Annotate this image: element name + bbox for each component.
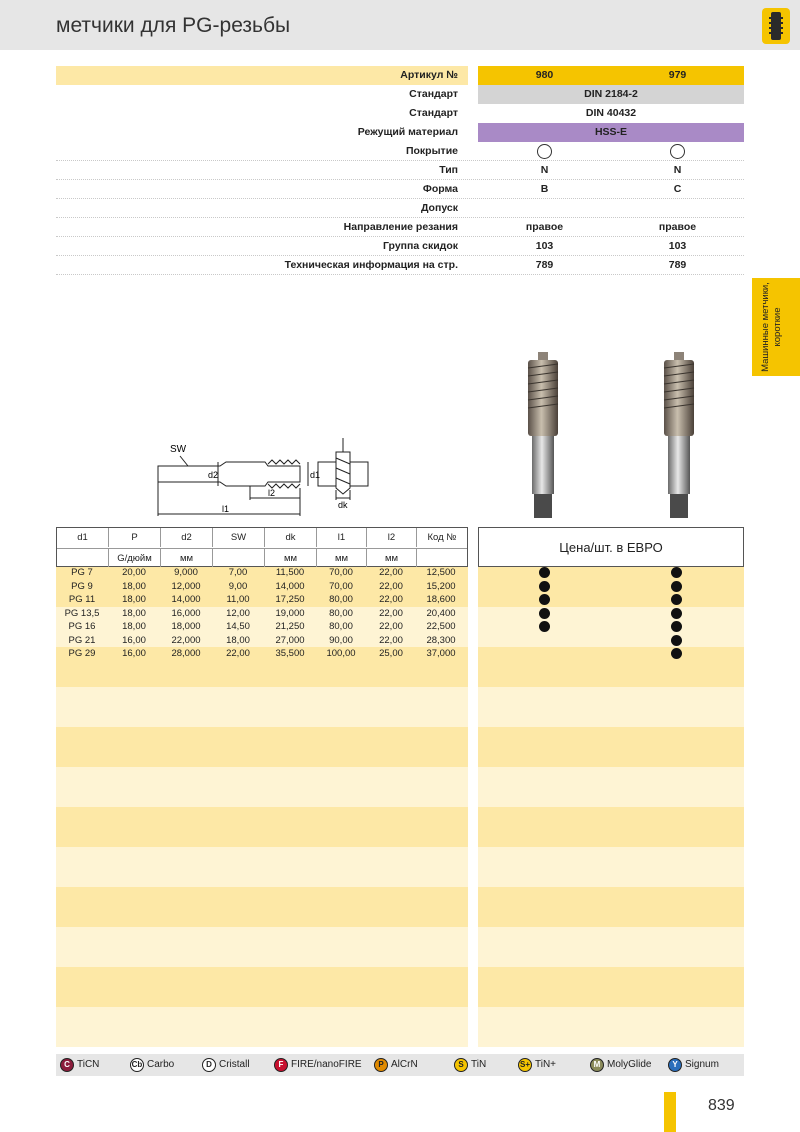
coating-badge-icon: D	[202, 1058, 216, 1072]
column-unit: мм	[265, 548, 317, 567]
table-cell: 22,00	[379, 634, 403, 646]
table-cell: 12,00	[226, 607, 250, 619]
spec-label: Стандарт	[409, 107, 458, 119]
table-cell: 35,500	[275, 648, 305, 659]
table-band	[478, 807, 744, 847]
coating-badge-icon: F	[274, 1058, 288, 1072]
page-header	[0, 0, 800, 50]
label-sw: SW	[170, 444, 187, 455]
column-header: d2	[161, 528, 213, 547]
coating-badge-icon: S	[454, 1058, 468, 1072]
table-row	[56, 620, 468, 634]
spec-value: 103	[668, 240, 687, 252]
table-cell: 16,00	[122, 648, 146, 659]
spec-value: N	[540, 164, 549, 176]
spec-label: Форма	[422, 183, 458, 195]
table-band	[478, 927, 744, 967]
table-band	[56, 807, 468, 847]
coating-badge-icon: M	[590, 1058, 604, 1072]
spec-label: Допуск	[420, 202, 458, 214]
availability-dot	[671, 635, 682, 646]
table-cell: 28,000	[171, 648, 201, 659]
table-band	[56, 847, 468, 887]
availability-dot	[539, 608, 550, 619]
legend-label: TiN	[471, 1059, 487, 1070]
table-cell: 20,00	[122, 567, 146, 578]
spec-value: HSS-E	[594, 126, 628, 138]
tap-979-image	[648, 352, 708, 522]
table-cell: 22,00	[379, 607, 403, 619]
coating-badge-icon: S+	[518, 1058, 532, 1072]
spec-value: 103	[535, 240, 554, 252]
table-cell: PG 16	[68, 621, 96, 632]
availability-dot	[671, 621, 682, 632]
table-cell: 18,00	[122, 594, 146, 605]
spec-value: C	[673, 183, 682, 195]
column-header: P	[109, 528, 161, 547]
availability-dot	[539, 621, 550, 632]
spec-value: 979	[668, 69, 687, 81]
legend-item	[60, 1058, 99, 1072]
coating-badge-icon: Y	[668, 1058, 682, 1072]
table-band	[56, 727, 468, 767]
table-row	[56, 647, 468, 661]
table-row	[56, 593, 468, 607]
availability-dot	[539, 567, 550, 578]
spec-label: Тип	[439, 164, 458, 176]
table-cell: 18,600	[426, 594, 456, 605]
spec-label: Техническая информация на стр.	[284, 259, 458, 271]
label-dk: dk	[338, 500, 348, 510]
column-unit: мм	[161, 548, 213, 567]
table-cell: 16,000	[171, 607, 201, 619]
table-band	[478, 847, 744, 887]
table-band	[478, 967, 744, 1007]
column-unit	[57, 548, 109, 567]
table-cell: 70,00	[329, 580, 353, 592]
legend-item	[130, 1058, 174, 1072]
coating-badge-icon: C	[60, 1058, 74, 1072]
column-header: Код №	[427, 532, 457, 543]
coating-badge-icon: P	[374, 1058, 388, 1072]
availability-dot	[539, 594, 550, 605]
table-cell: 14,000	[275, 580, 305, 592]
spec-value: 980	[535, 69, 554, 81]
table-band	[56, 687, 468, 727]
column-header: dk	[265, 528, 317, 547]
legend-label: MolyGlide	[607, 1059, 652, 1070]
coating-legend	[56, 1054, 744, 1076]
table-row	[56, 634, 468, 648]
spec-value: B	[540, 183, 549, 195]
spec-value: N	[673, 164, 682, 176]
table-cell: PG 21	[68, 634, 96, 646]
availability-dot	[671, 581, 682, 592]
table-cell: 7,00	[228, 567, 248, 578]
table-cell: 28,300	[426, 634, 456, 646]
column-header: SW	[213, 528, 265, 547]
legend-label: TiCN	[77, 1059, 100, 1070]
tap-dimension-drawing	[150, 438, 390, 523]
spec-row	[56, 256, 744, 275]
legend-label: Signum	[685, 1059, 719, 1070]
table-cell: 17,250	[275, 594, 305, 605]
column-header: d1	[57, 528, 109, 547]
table-cell: 80,00	[329, 621, 353, 632]
table-cell: PG 9	[71, 580, 93, 592]
table-cell: 27,000	[275, 634, 305, 646]
table-cell: 22,00	[379, 567, 403, 578]
table-cell: 25,00	[379, 648, 403, 659]
spec-row	[56, 66, 744, 85]
footer-accent	[664, 1092, 676, 1132]
tap-logo-icon	[762, 8, 790, 44]
no-coating-icon	[670, 144, 685, 159]
spec-value: правое	[525, 221, 564, 233]
coating-badge-icon: Cb	[130, 1058, 144, 1072]
table-cell: 90,00	[329, 634, 353, 646]
table-band	[478, 567, 744, 607]
table-cell: 22,00	[379, 580, 403, 592]
table-cell: 12,500	[426, 567, 456, 578]
table-row	[56, 566, 468, 580]
label-d2: d2	[208, 470, 219, 480]
table-cell: 18,00	[122, 607, 146, 619]
table-band	[56, 967, 468, 1007]
spec-label: Режущий материал	[357, 126, 458, 138]
table-cell: 14,50	[226, 621, 250, 632]
table-row	[56, 607, 468, 621]
spec-value: DIN 2184-2	[584, 88, 638, 100]
spec-label: Стандарт	[409, 88, 458, 100]
availability-dot	[539, 581, 550, 592]
spec-value: DIN 40432	[585, 107, 637, 119]
table-cell: 18,000	[171, 621, 201, 632]
table-cell: 22,000	[171, 634, 201, 646]
column-header: l1	[317, 528, 367, 547]
spec-row	[56, 104, 744, 123]
availability-dot	[671, 648, 682, 659]
spec-row	[56, 237, 744, 256]
table-cell: PG 29	[68, 648, 96, 659]
table-cell: 18,00	[122, 621, 146, 632]
legend-label: Carbo	[147, 1059, 175, 1070]
table-cell: 37,000	[426, 648, 456, 659]
table-band	[478, 687, 744, 727]
table-cell: 22,500	[426, 621, 456, 632]
table-cell: 20,400	[426, 607, 456, 619]
legend-item	[454, 1058, 486, 1072]
page-number: 839	[708, 1097, 735, 1114]
legend-label: AlCrN	[391, 1059, 418, 1070]
spec-label: Группа скидок	[383, 240, 458, 252]
spec-row	[56, 142, 744, 161]
table-band	[478, 647, 744, 687]
spec-row	[56, 161, 744, 180]
availability-dot	[671, 594, 682, 605]
tap-980-image	[512, 352, 572, 522]
spec-row	[56, 218, 744, 237]
spec-row	[56, 85, 744, 104]
table-band	[478, 1007, 744, 1047]
legend-label: Cristall	[219, 1059, 250, 1070]
price-header: Цена/шт. в ЕВРО	[478, 527, 744, 567]
table-cell: 22,00	[379, 594, 403, 605]
table-cell: 9,000	[174, 567, 198, 578]
table-cell: 19,000	[275, 607, 305, 619]
spec-row	[56, 180, 744, 199]
legend-item	[202, 1058, 250, 1072]
table-cell: 22,00	[379, 621, 403, 632]
table-cell: 18,00	[122, 580, 146, 592]
column-header: l2	[367, 528, 417, 547]
legend-label: FIRE/nanoFIRE	[291, 1059, 362, 1070]
spec-value: 789	[668, 259, 687, 271]
legend-item	[518, 1058, 556, 1072]
table-cell: 100,00	[326, 648, 356, 659]
table-band	[478, 607, 744, 647]
legend-item	[590, 1058, 651, 1072]
spec-value: 789	[535, 259, 554, 271]
column-unit	[417, 548, 467, 567]
table-cell: PG 7	[71, 567, 93, 578]
table-cell: 11,00	[226, 594, 250, 605]
table-band	[56, 927, 468, 967]
table-cell: 80,00	[329, 607, 353, 619]
page-title: метчики для PG-резьбы	[56, 14, 291, 37]
table-band	[56, 767, 468, 807]
table-cell: 22,00	[226, 648, 250, 659]
section-tab-label: Машинные метчики, короткие	[760, 282, 783, 372]
spec-row	[56, 199, 744, 218]
column-unit	[213, 548, 265, 567]
table-cell: PG 11	[68, 594, 96, 605]
spec-label: Артикул №	[400, 69, 458, 81]
spec-value: правое	[658, 221, 697, 233]
no-coating-icon	[537, 144, 552, 159]
legend-item	[274, 1058, 362, 1072]
table-cell: 9,00	[228, 580, 248, 592]
table-cell: 15,200	[426, 580, 456, 592]
table-cell: 12,000	[171, 580, 201, 592]
column-unit: мм	[367, 548, 417, 567]
availability-dot	[671, 608, 682, 619]
table-band	[478, 767, 744, 807]
column-unit: мм	[317, 548, 367, 567]
table-cell: 21,250	[275, 621, 305, 632]
table-cell: PG 13,5	[64, 607, 100, 619]
table-cell: 18,00	[226, 634, 250, 646]
dimensions-table-header	[56, 527, 468, 567]
label-l1: l1	[222, 504, 230, 514]
legend-item	[668, 1058, 719, 1072]
label-l2: l2	[268, 488, 276, 498]
table-row	[56, 580, 468, 594]
legend-item	[374, 1058, 418, 1072]
spec-label: Направление резания	[343, 221, 458, 233]
spec-label: Покрытие	[405, 145, 458, 157]
table-band	[56, 887, 468, 927]
table-band	[478, 887, 744, 927]
table-cell: 80,00	[329, 594, 353, 605]
table-cell: 70,00	[329, 567, 353, 578]
availability-dot	[671, 567, 682, 578]
table-cell: 14,000	[171, 594, 201, 605]
section-tab[interactable]	[752, 278, 800, 376]
column-unit: G/дюйм	[109, 548, 161, 567]
spec-row	[56, 123, 744, 142]
legend-label: TiN+	[535, 1059, 557, 1070]
table-band	[56, 1007, 468, 1047]
table-cell: 11,500	[275, 567, 305, 578]
table-cell: 16,00	[122, 634, 146, 646]
label-d1: d1	[310, 470, 321, 480]
table-band	[478, 727, 744, 767]
